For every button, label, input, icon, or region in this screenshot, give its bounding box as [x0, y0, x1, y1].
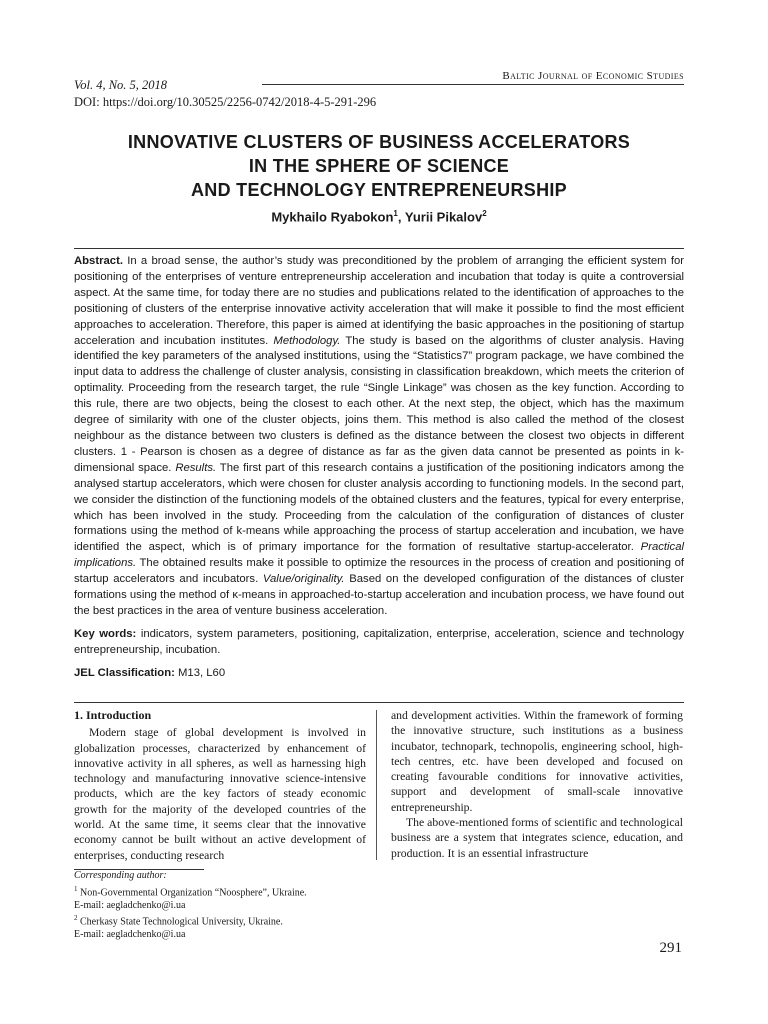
doi-link[interactable]: DOI: https://doi.org/10.30525/2256-0742/2018-4-5-291-296 [74, 95, 377, 109]
jel-label: JEL Classification: [74, 666, 175, 679]
footnote-mark: 1 [74, 884, 78, 893]
abstract-text: In a broad sense, the author’s study was preconditioned by the problem of arranging the efficient system for positioning of the enterprises of venture entrepreneurship acceleration and incubation that today is quite a controversial aspect. At the same time, for today there are no studies and publications related to the identification of approaches to the positioning of clusters of the enterprise innovative activity acceleration that will make it possible to find the most efficient approaches to acceleration. Therefore, this paper is aimed at identifying the basic approaches in the positioning of startup acceleration and incubation institutes. [74, 255, 684, 347]
abstract-text: The first part of this research contains a justification of the positioning indicators among the analysed startup accelerators, which were chosen for cluster analysis according to functioning models. In the second part, we consider the distinction of the functioning models of the obtained clusters and the features, typical for every enterprise, which has been involved in the study. Proceeding from the calculation of the configuration of distances of cluster formations using the method of k-means while approaching the process of startup acceleration and incubation, we have identified the aspect, which is of primary importance for the formation of resultative startup-accelerator. [74, 461, 684, 554]
abstract-text: Based on the developed configuration of the distances of cluster formations using the method of κ-means in approached-to-startup acceleration and incubation process, we have found out the best practices in the area of venture business acceleration. [74, 573, 685, 617]
section-heading: 1. Introduction [74, 708, 152, 722]
jel-text: M13, L60 [174, 666, 226, 679]
footnote-2 [74, 912, 307, 929]
body-column-right [391, 708, 683, 861]
author-name: Yurii Pikalov [404, 209, 483, 225]
article-title [74, 130, 684, 202]
author-affiliation-mark: 1 [393, 209, 398, 218]
abstract-label: Abstract. [74, 255, 123, 267]
title-line: AND TECHNOLOGY ENTREPRENEURSHIP [190, 180, 567, 200]
abstract-text: The obtained results make it possible to optimize the resources in the process of creation and positioning of startup accelerators and incubators. [74, 557, 684, 586]
corresponding-author-label: Corresponding author: [74, 870, 167, 881]
journal-name: Baltic Journal of Economic Studies [502, 70, 684, 82]
column-divider [376, 710, 377, 860]
abstract-top-rule [74, 248, 684, 249]
volume-issue: Vol. 4, No. 5, 2018 [74, 78, 168, 92]
footnote-text: Cherkasy State Technological University, Ukraine. [77, 916, 283, 928]
body-paragraph: and development activities. Within the framework of forming the innovative structure, such institutions as a business incubator, technopark, technopolis, engineering school, high-tech centres, etc. have been developed and focused on creating favourable conditions for innovative activities, support and development of small-scale innovative entrepreneurship. [391, 709, 683, 814]
author-separator: , [397, 209, 405, 225]
article-header-info [74, 77, 376, 111]
value-originality-label: Value/originality. [262, 573, 345, 586]
keywords-label: Key words: [74, 627, 137, 640]
abstract-bottom-rule [74, 702, 684, 703]
body-paragraph: Modern stage of global development is involved in globalization processes, characterized by enhancement of innovative activity in all spheres, as well as harnessing high technology and manufacturing innovative science-intensive products, which are the key factors of steady economic growth for the majority of the developed countries of the world. At the same time, it seems clear that the innovative economy cannot be built without an active development of enterprises, conducting research [74, 726, 366, 862]
title-line: INNOVATIVE CLUSTERS OF BUSINESS ACCELERATORS [127, 132, 631, 152]
footnote-email[interactable]: E-mail: aegladchenko@i.ua [74, 929, 186, 941]
abstract-text: The study is based on the algorithms of cluster analysis. Having identified the key parameters of the analysed institutions, using the “Statistics7” program package, we have combined the input data to address the challenge of cluster analysis, consisting in classification breakdown, which meets the criterion of optimality. Proceeding from the research target, the rule “Single Linkage” was chosen as the key function. According to this rule, there are two objects, being the closest to each other. At the next step, the object, which has the maximum degree of similarity with one of the cluster objects, joins them. This method is also called the method of the closest neighbour as the distance between two clusters is defined as the distance between the closest two objects in different clusters. 1 - Pearson is chosen as a degree of distance as far as the given data cannot be presented as points in k-dimensional space. [74, 334, 684, 474]
author-name: Mykhailo Ryabokon [271, 209, 394, 225]
footnote-text: Non-Governmental Organization “Noosphere”, Ukraine. [77, 886, 307, 898]
author-affiliation-mark: 2 [482, 209, 487, 218]
header-rule [262, 84, 684, 85]
abstract-section [74, 254, 684, 689]
results-label: Results. [175, 461, 217, 474]
keywords-paragraph [74, 627, 684, 659]
body-column-left [74, 708, 366, 863]
page-number: 291 [659, 940, 682, 956]
keywords-text: indicators, system parameters, positioning, capitalization, enterprise, acceleration, science and technology entrepreneurship, incubation. [74, 627, 684, 656]
authors [74, 209, 684, 224]
body-paragraph: The above-mentioned forms of scientific and technological business are a system that integrates science, education, and production. It is an essential infrastructure [391, 816, 683, 860]
footnote-mark: 2 [74, 914, 78, 923]
footnote-email[interactable]: E-mail: aegladchenko@i.ua [74, 899, 186, 911]
practical-implications-label: Practical implications. [74, 541, 684, 570]
abstract-paragraph [74, 254, 684, 620]
title-line: IN THE SPHERE OF SCIENCE [248, 156, 510, 176]
footnote-1 [74, 883, 307, 900]
footnotes [74, 870, 307, 942]
methodology-label: Methodology. [273, 334, 341, 347]
jel-paragraph [74, 666, 684, 682]
